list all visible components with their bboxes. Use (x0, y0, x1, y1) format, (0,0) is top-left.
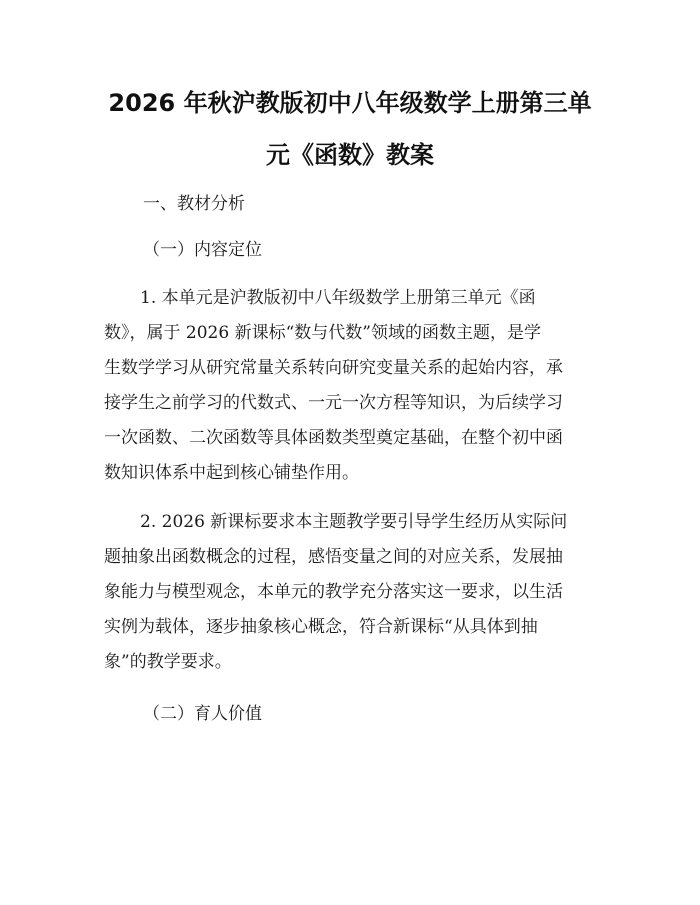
paragraph-line: 一次函数、二次函数等具体函数类型奠定基础，在整个初中函 (104, 428, 563, 448)
subsection-heading-educational-value: （二）育人价值 (143, 704, 262, 724)
paragraph-content-positioning (104, 286, 604, 496)
document-title-line-1: 2026 年秋沪教版初中八年级数学上册第三单 (108, 89, 592, 117)
document-title-line-2: 元《函数》教案 (266, 141, 434, 169)
section-heading-textbook-analysis: 一、教材分析 (143, 194, 245, 214)
paragraph-line: 生数学学习从研究常量关系转向研究变量关系的起始内容，承 (104, 358, 563, 378)
paragraph-line: 实例为载体，逐步抽象核心概念，符合新课标“从具体到抽 (104, 617, 538, 637)
paragraph-line: 2. 2026 新课标要求本主题教学要引导学生经历从实际问 (140, 512, 568, 532)
paragraph-line: 题抽象出函数概念的过程，感悟变量之间的对应关系，发展抽 (104, 547, 563, 567)
paragraph-line: 象”的教学要求。 (104, 652, 232, 672)
paragraph-line: 数》，属于 2026 新课标“数与代数”领域的函数主题，是学 (104, 323, 541, 343)
paragraph-line: 1. 本单元是沪教版初中八年级数学上册第三单元《函 (140, 288, 536, 308)
paragraph-line: 数知识体系中起到核心铺垫作用。 (104, 463, 359, 483)
paragraph-curriculum-requirements (104, 510, 604, 685)
paragraph-line: 接学生之前学习的代数式、一元一次方程等知识，为后续学习 (104, 393, 563, 413)
paragraph-line: 象能力与模型观念，本单元的教学充分落实这一要求，以生活 (104, 582, 563, 602)
subsection-heading-content-positioning: （一）内容定位 (143, 240, 262, 260)
